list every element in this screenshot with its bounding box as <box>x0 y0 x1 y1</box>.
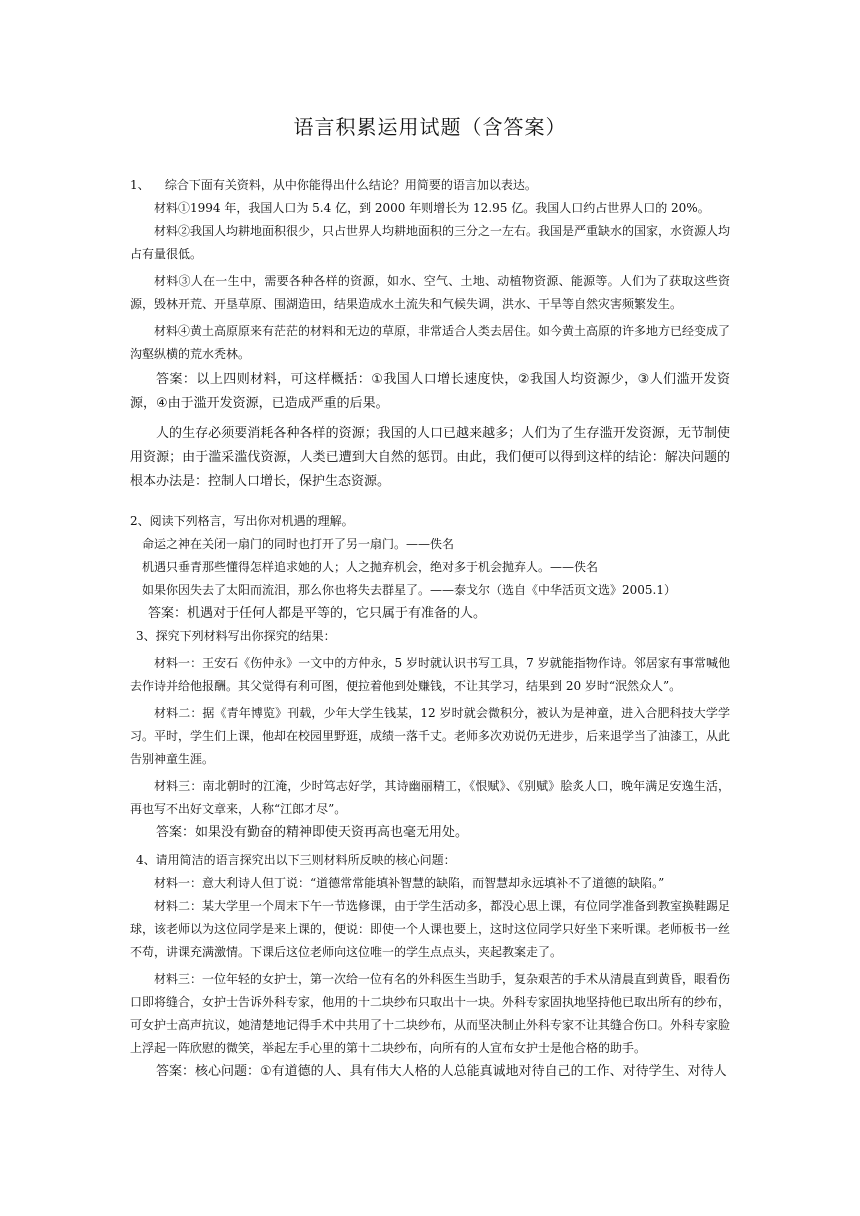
question-1-number: 1、 <box>130 178 150 192</box>
q2-answer: 答案：机遇对于任何人都是平等的，它只属于有准备的人。 <box>148 606 487 621</box>
q3-material-2: 材料二：据《青年博览》刊载，少年大学生钱某，12 岁时就会微积分，被认为是神童，进入合肥科技大学学习。平时，学生们上课，他却在校园里野逛，成绩一落千丈。老师多次劝说仍无进步，后来退学当了油漆工，从此告别神童生涯。 <box>130 706 731 766</box>
q2-saying-1: 命运之神在关闭一扇门的同时也打开了另一扇门。——佚名 <box>142 537 455 551</box>
q2-saying-2: 机遇只垂青那些懂得怎样追求她的人；人之抛弃机会，绝对多于机会抛弃人。——佚名 <box>142 560 599 574</box>
q4-material-1: 材料一：意大利诗人但丁说：“道德常常能填补智慧的缺陷，而智慧却永远填补不了道德的缺陷。” <box>154 876 665 890</box>
q1-material-3: 材料③人在一生中，需要各种各样的资源，如水、空气、土地、动植物资源、能源等。人们为了获取这些资源，毁林开荒、开垦草原、围湖造田，结果造成水土流失和气候失调，洪水、干旱等自然灾害频繁发生。 <box>130 274 730 311</box>
q3-answer: 答案：如果没有勤奋的精神即使天资再高也毫无用处。 <box>156 825 469 840</box>
q4-answer: 答案：核心问题：①有道德的人、具有伟大人格的人总能真诚地对待自己的工作、对待学生、对待人 <box>156 1064 727 1079</box>
question-2-prompt: 2、阅读下列格言，写出你对机遇的理解。 <box>130 514 354 528</box>
q2-saying-3: 如果你因失去了太阳而流泪，那么你也将失去群星了。——泰戈尔（选自《中华活页文选》2005.1） <box>142 583 676 597</box>
question-4 <box>130 849 730 1084</box>
question-1-prompt: 1、 综合下面有关资料，从中你能得出什么结论？用简要的语言加以表达。 <box>130 178 537 192</box>
question-2 <box>130 510 730 626</box>
page-title: 语言积累运用试题（含答案） <box>293 115 567 139</box>
q1-answer-explanation: 人的生存必须要消耗各种各样的资源；我国的人口已越来越多；人们为了生存滥开发资源，无节制使用资源；由于滥采滥伐资源，人类已遭到大自然的惩罚。由此，我们便可以得到这样的结论：解决问题的根本办法是：控制人口增长，保护生态资源。 <box>130 426 730 489</box>
question-3-prompt: 3、探究下列材料写出你探究的结果： <box>136 629 336 643</box>
q3-material-3: 材料三：南北朝时的江淹，少时笃志好学，其诗幽丽精工，《恨赋》、《别赋》脍炙人口，晚年满足安逸生活，再也写不出好文章来，人称“江郎才尽”。 <box>130 779 730 816</box>
q4-material-2: 材料二：某大学里一个周末下午一节选修课，由于学生活动多，都没心思上课，有位同学准备到教室换鞋踢足球，该老师以为这位同学是来上课的，便说：即使一个人课也要上，这时这位同学只好坐下来听课。老师板书一丝不苟，讲课充满激情。下课后这位老师向这位唯一的学生点点头，夹起教案走了。 <box>130 899 731 959</box>
q1-material-2: 材料②我国人均耕地面积很少，只占世界人均耕地面积的三分之一左右。我国是严重缺水的国家，水资源人均占有量很低。 <box>130 224 731 261</box>
q4-material-3: 材料三：一位年轻的女护士，第一次给一位有名的外科医生当助手，复杂艰苦的手术从清晨直到黄昏，眼看伤口即将缝合，女护士告诉外科专家，他用的十二块纱布只取出十一块。外科专家固执地坚持他已取出所有的纱布，可女护士高声抗议，她清楚地记得手术中共用了十二块纱布，从而坚决制止外科专家不让其缝合伤口。外科专家脸上浮起一阵欣慰的微笑，举起左手心里的第十二块纱布，向所有的人宣布女护士是他合格的助手。 <box>130 972 731 1055</box>
q1-material-4: 材料④黄土高原原来有茫茫的材料和无边的草原，非常适合人类去居住。如今黄土高原的许多地方已经变成了沟壑纵横的荒水秃林。 <box>130 324 731 361</box>
q1-answer: 答案：以上四则材料，可这样概括：①我国人口增长速度快，②我国人均资源少，③人们滥开发资源，④由于滥开发资源，已造成严重的后果。 <box>130 372 730 411</box>
q3-material-1: 材料一：王安石《伤仲永》一文中的方仲永，5 岁时就认识书写工具，7 岁就能指物作诗。邻居家有事常喊他去作诗并给他报酬。其父觉得有利可图，便拉着他到处赚钱，不让其学习，结果到 20 岁时“泯然众人”。 <box>130 656 730 693</box>
q1-material-1: 材料①1994 年，我国人口为 5.4 亿，到 2000 年则增长为 12.95 亿。我国人口约占世界人口的 20%。 <box>154 201 710 215</box>
question-1 <box>130 174 730 494</box>
question-3 <box>130 625 730 845</box>
question-4-prompt: 4、请用简洁的语言探究出以下三则材料所反映的核心问题： <box>136 853 456 867</box>
